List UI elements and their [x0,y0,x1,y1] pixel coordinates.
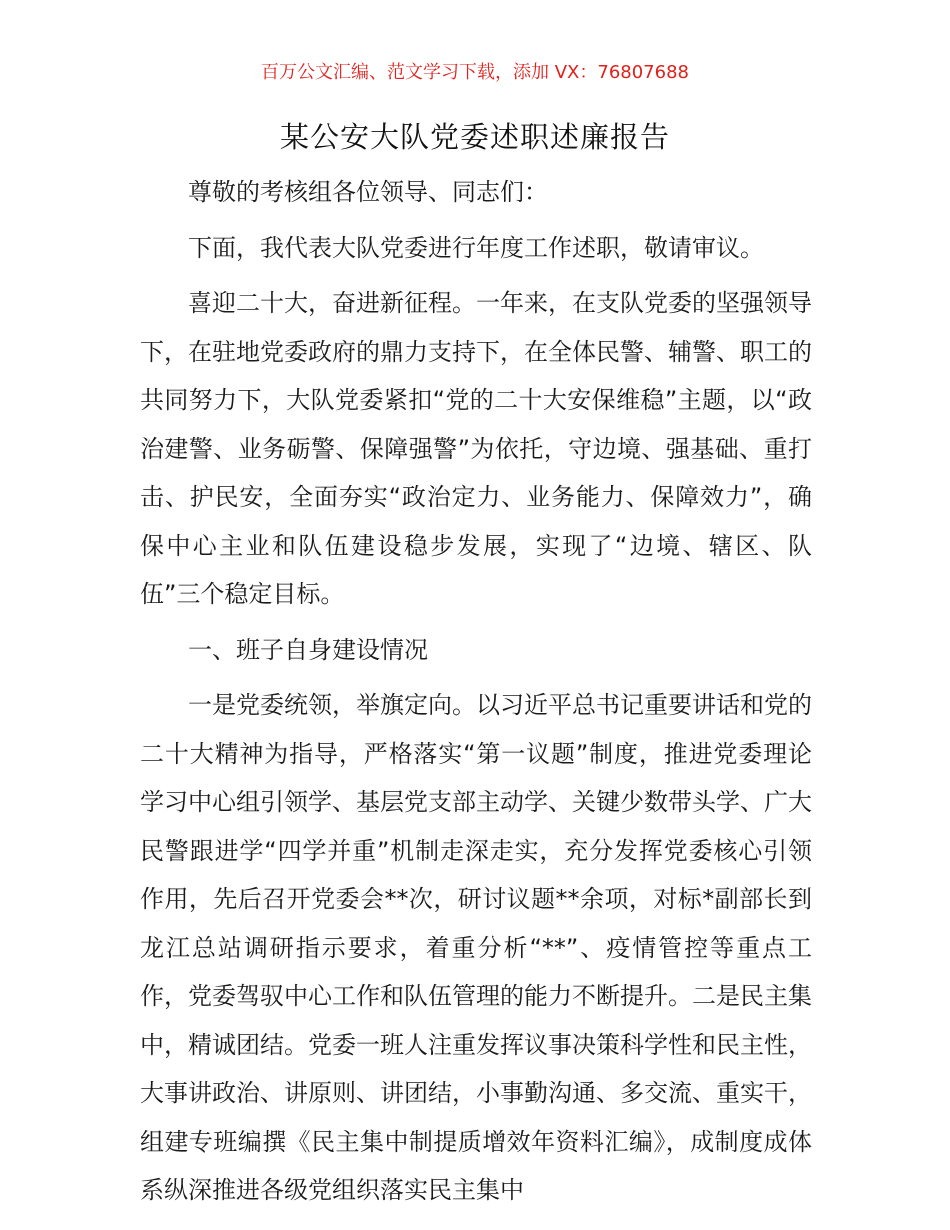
section-heading: 一、班子自身建设情况 [188,635,428,664]
section-paragraph: 一是党委统领，举旗定向。以习近平总书记重要讲话和党的二十大精神为指导，严格落实“第一议题”制度，推进党委理论学习中心组引领学、基层党支部主动学、关键少数带头学、广大民警跟进学“四学并重”机制走深走实，充分发挥党委核心引领作用，先后召开党委会**次，研讨议题**余项，对标*副部长到龙江总站调研指示要求，着重分析“**”、疫情管控等重点工作，党委驾驭中心工作和队伍管理的能力不断提升。二是民主集中，精诚团结。党委一班人注重发挥议事决策科学性和民主性，大事讲政治、讲原则、讲团结，小事勤沟通、多交流、重实干，组建专班编撰《民主集中制提质增效年资料汇编》，成制度成体系纵深推进各级党组织落实民主集中 [140,691,812,1204]
document-title: 某公安大队党委述职述廉报告 [279,120,670,154]
salutation-paragraph: 尊敬的考核组各位领导、同志们： [188,178,548,206]
header-watermark-note: 百万公文汇编、范文学习下载，添加 VX：76807688 [261,62,689,83]
summary-paragraph: 喜迎二十大，奋进新征程。一年来，在支队党委的坚强领导下，在驻地党委政府的鼎力支持下，在全体民警、辅警、职工的共同努力下，大队党委紧扣“党的二十大安保维稳”主题，以“政治建警、业务砺警、保障强警”为依托，守边境、强基础、重打击、护民安，全面夯实“政治定力、业务能力、保障效力”，确保中心主业和队伍建设稳步发展，实现了“边境、辖区、队伍”三个稳定目标。 [140,289,812,608]
intro-paragraph: 下面，我代表大队党委进行年度工作述职，敬请审议。 [188,233,764,262]
document-body [140,168,812,1215]
